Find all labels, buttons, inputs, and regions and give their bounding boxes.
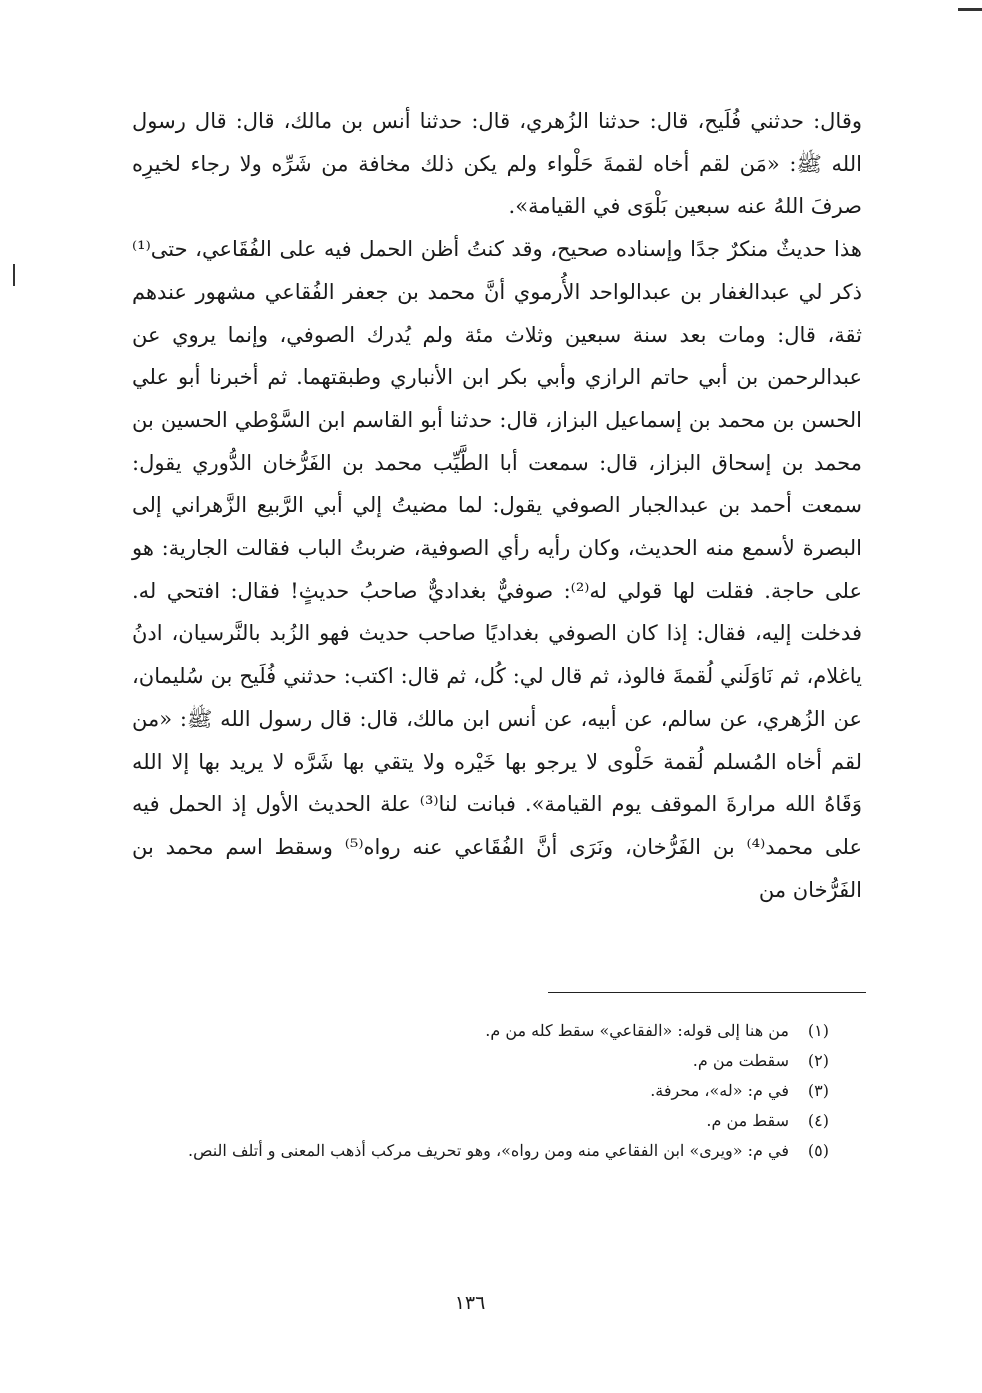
footnote-separator — [548, 992, 866, 993]
footnote-2 — [132, 1046, 829, 1076]
footnote-5 — [132, 1136, 829, 1166]
footnote-text: سقط من م. — [706, 1111, 789, 1130]
footnote-number: (٢) — [807, 1051, 829, 1070]
footnote-number: (٤) — [807, 1111, 829, 1130]
footnote-1 — [132, 1016, 829, 1046]
footnote-number: (٥) — [807, 1141, 829, 1160]
main-text — [132, 100, 862, 911]
scan-artifact-top-right — [958, 8, 982, 11]
footnote-text: من هنا إلى قوله: «الفقاعي» سقط كله من م. — [485, 1021, 789, 1040]
footnote-4 — [132, 1106, 829, 1136]
footnotes — [132, 1016, 829, 1166]
footnote-number: (١) — [807, 1021, 829, 1040]
paragraph-commentary: هذا حديثٌ منكرٌ جدًا وإسناده صحيح، وقد كنتُ أظن الحمل فيه على الفُقَاعي، حتى⁽¹⁾ ذكر لي عبدالغفار بن عبدالواحد الأُرموي أنَّ محمد بن جعفر الفُقاعي مشهور عندهم ثقة، قال: ومات بعد سنة سبعين وثلاث مئة ولم يُدرك الصوفي، وإنما يروي عن عبدالرحمن بن أبي حاتم الرازي وأبي بكر ابن الأنباري وطبقتهما. ثم أخبرنا أبو علي الحسن بن محمد بن إسماعيل البزاز، قال: حدثنا أبو القاسم ابن السَّوْطي الحسين بن محمد بن إسحاق البزاز، قال: سمعت أبا الطَّيِّب محمد بن الفَرُّخان الدُّوري يقول: سمعت أحمد بن عبدالجبار الصوفي يقول: لما مضيتُ إلي أبي الرَّبيع الزَّهراني إلى البصرة لأسمع منه الحديث، وكان رأيه رأي الصوفية، ضربتُ الباب فقالت الجارية: هو على حاجة. فقلت لها قولي له⁽²⁾: صوفيٌّ بغداديٌّ صاحبُ حديثٍ! فقال: افتحي له. فدخلت إليه، فقال: إذا كان الصوفي بغداديًا صاحب حديث فهو الزُبد بالنَّرسيان، ادنُ ياغلام، ثم نَاوَلَني لُقمةَ فالوذ، ثم قال لي: كُل، ثم قال: اكتب: حدثني فُلَيح بن سُليمان، عن الزُهري، عن سالم، عن أبيه، عن أنس ابن مالك، قال: قال رسول الله ﷺ: «من لقم أخاه المُسلم لُقمة حَلْوى لا يرجو بها خَيْره ولا يتقي بها شَرَّه لا يريد بها إلا الله وَقَاهُ الله مرارةَ الموقف يوم القيامة». فبانت لنا⁽³⁾ علة الحديث الأول إذ الحمل فيه على محمد⁽⁴⁾ بن الفَرُّخان، ونَرَى أنَّ الفُقَاعي عنه رواه⁽⁵⁾ وسقط اسم محمد بن الفَرُّخان من — [132, 237, 862, 902]
page-number: ١٣٦ — [454, 1292, 486, 1314]
footnote-number: (٣) — [807, 1081, 829, 1100]
footnote-text: في م: «ويرى» ابن الفقاعي منه ومن رواه»، وهو تحريف مركب أذهب المعنى و أتلف النص. — [188, 1141, 789, 1160]
scan-artifact-left-margin — [13, 264, 15, 286]
paragraph-hadith: وقال: حدثني فُلَيح، قال: حدثنا الزُهري، قال: حدثنا أنس بن مالك، قال: قال رسول الله ﷺ: «مَن لقم أخاه لقمةَ حَلْواء ولم يكن ذلك مخافة من شَرِّه ولا رجاء لخيرِه صرفَ اللهُ عنه سبعين بَلْوَى في القيامة». — [132, 109, 862, 219]
footnote-text: في م: «له»، محرفة. — [650, 1081, 789, 1100]
footnote-text: سقطت من م. — [692, 1051, 789, 1070]
footnote-3 — [132, 1076, 829, 1106]
